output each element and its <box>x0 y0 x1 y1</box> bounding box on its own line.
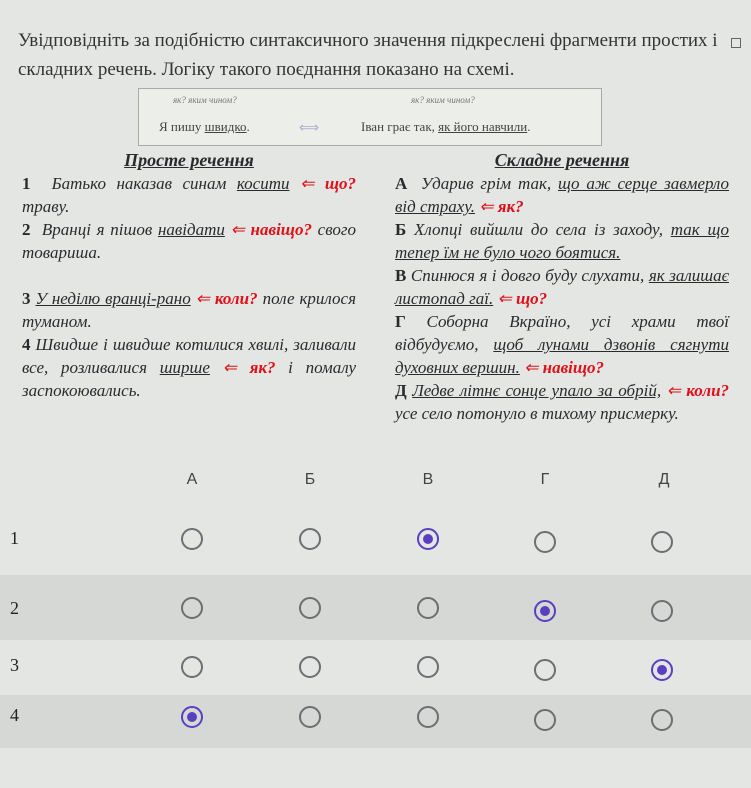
scheme-box <box>138 88 602 146</box>
radio-1-3[interactable] <box>534 531 556 553</box>
radio-2-1[interactable] <box>299 597 321 619</box>
row-label-2: 2 <box>10 598 19 618</box>
radio-1-1[interactable] <box>299 528 321 550</box>
annotation-a3: ⇐ коли? <box>196 289 258 308</box>
simple-item-4: 4 Швидше і швидше котилися хвилі, заливали все, розливалися ширше ⇐ як? і помалу заспокоювались. <box>22 333 356 402</box>
annotation-b3: ⇐ навіщо? <box>524 358 604 377</box>
scheme-right-sentence: Іван грає так, як його навчили. <box>361 119 531 134</box>
annotation-b1: ⇐ як? <box>479 197 523 216</box>
complex-item-g: Г Соборна Вкраїно, усі храми твої відбудуємо, щоб лунами дзвонів сягнути духовних вершин. ⇐ навіщо? <box>395 310 729 379</box>
simple-item-1: 1 Батько наказав синам косити ⇐ що? траву. <box>22 172 356 218</box>
complex-item-v: В Спинюся я і довго буду слухати, як залишає листопад гаї. ⇐ що? <box>395 264 729 310</box>
scheme-left-sentence: Я пишу швидко. <box>159 119 250 134</box>
radio-1-0[interactable] <box>181 528 203 550</box>
sentence-columns <box>0 146 751 425</box>
answer-grid <box>0 455 751 748</box>
radio-2-0[interactable] <box>181 597 203 619</box>
complex-item-d: Д Ледве літнє сонце упало за обрій, ⇐ коли? усе село потонуло в тихому присмерку. <box>395 379 729 425</box>
radio-3-1[interactable] <box>299 656 321 678</box>
radio-4-4[interactable] <box>651 709 673 731</box>
row-band <box>0 575 751 640</box>
annotation-b2: ⇐ що? <box>497 289 547 308</box>
flag-checkbox[interactable] <box>731 38 741 48</box>
radio-4-3[interactable] <box>534 709 556 731</box>
col-header-v: В <box>422 471 434 488</box>
annotation-a4: ⇐ як? <box>223 358 276 377</box>
scheme-right-hint: як? яким чином? <box>411 95 475 105</box>
col-header-b: Б <box>304 471 316 488</box>
annotation-a1: ⇐ що? <box>300 174 356 193</box>
radio-4-0[interactable] <box>181 706 203 728</box>
radio-1-4[interactable] <box>651 531 673 553</box>
question-header <box>0 0 751 146</box>
row-label-1: 1 <box>10 528 19 548</box>
col-header-a: А <box>186 471 198 488</box>
radio-3-3[interactable] <box>534 659 556 681</box>
question-text: Увідповідніть за подібністю синтаксичного значення підкреслені фрагменти простих і складних речень. Логіку такого поєднання показано на схемі. <box>18 30 718 80</box>
row-label-4: 4 <box>10 705 19 725</box>
complex-sentences <box>395 148 729 425</box>
annotation-b4: ⇐ коли? <box>667 381 729 400</box>
simple-sentences <box>22 148 356 425</box>
radio-2-4[interactable] <box>651 600 673 622</box>
radio-4-1[interactable] <box>299 706 321 728</box>
simple-item-3: 3 У неділю вранці-рано ⇐ коли? поле крилося туманом. <box>22 287 356 333</box>
simple-item-2: 2 Вранці я пішов навідати ⇐ навіщо? свого товариша. <box>22 218 356 264</box>
radio-3-2[interactable] <box>417 656 439 678</box>
radio-2-3[interactable] <box>534 600 556 622</box>
radio-2-2[interactable] <box>417 597 439 619</box>
col-header-g: Г <box>540 471 550 488</box>
radio-4-2[interactable] <box>417 706 439 728</box>
complex-title: Складне речення <box>494 150 630 170</box>
radio-3-4[interactable] <box>651 659 673 681</box>
complex-item-b: Б Хлопці вийшли до села із заходу, так що тепер їм не було чого боятися. <box>395 220 729 262</box>
annotation-a2: ⇐ навіщо? <box>231 220 312 239</box>
radio-3-0[interactable] <box>181 656 203 678</box>
row-band <box>0 695 751 748</box>
complex-item-a: А Ударив грім так, що аж серце завмерло від страху. ⇐ як? <box>395 172 729 218</box>
radio-1-2[interactable] <box>417 528 439 550</box>
row-label-3: 3 <box>10 655 19 675</box>
double-arrow-icon: ⟺ <box>299 121 320 136</box>
simple-title: Просте речення <box>124 150 254 170</box>
col-header-d: Д <box>658 471 670 488</box>
scheme-left-hint: як? яким чином? <box>173 95 237 105</box>
